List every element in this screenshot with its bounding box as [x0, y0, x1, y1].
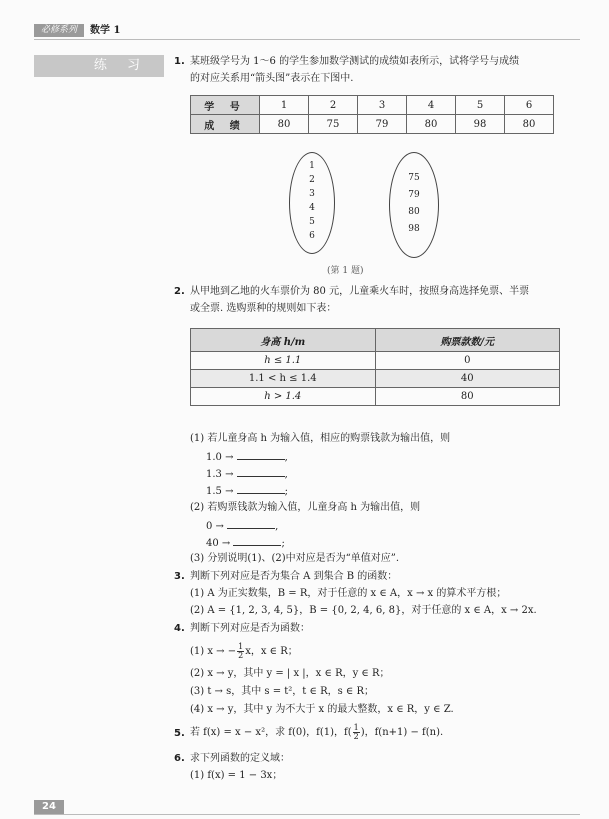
height-cell: h ≤ 1.1 [191, 352, 376, 370]
fraction-denominator: 2 [238, 651, 244, 660]
q5-pre: 若 f(x) = x − x²，求 f(0)，f(1)，f( [190, 727, 352, 738]
table-row [191, 329, 560, 352]
height-cell: 1.1 < h ≤ 1.4 [191, 370, 376, 388]
input-value: 1.3 → [206, 469, 234, 480]
score-cell: 80 [407, 115, 456, 134]
head-price: 购票款数/元 [375, 329, 559, 352]
answer-blank [237, 483, 285, 494]
fraction-numerator: 1 [353, 723, 359, 732]
set-element: 6 [309, 231, 315, 241]
header-rule [34, 39, 580, 40]
answer-line [206, 449, 288, 465]
answer-blank [233, 535, 281, 546]
score-cell: 80 [260, 115, 309, 134]
table-row [191, 352, 560, 370]
id-cell: 1 [260, 96, 309, 115]
q2-number: 2. [174, 286, 185, 297]
row-head-id: 学 号 [191, 96, 260, 115]
q3-line: 判断下列对应是否为集合 A 到集合 B 的函数： [190, 571, 398, 582]
fraction [237, 643, 244, 660]
table-row [191, 370, 560, 388]
q5-number: 5. [174, 728, 185, 739]
line-end: ; [281, 538, 285, 549]
score-set-ellipse [389, 152, 439, 258]
q2-sub3: (3) 分别说明(1)、(2)中对应是否为“单值对应”. [190, 553, 400, 564]
answer-blank [227, 518, 275, 529]
q5-post: )，f(n+1) − f(n). [360, 727, 444, 738]
q3-part2: (2) A = {1, 2, 3, 4, 5}，B = {0, 2, 4, 6, 8}，对于任意的 x ∈ A，x → 2x. [190, 605, 537, 616]
q1-line1: 某班级学号为 1～6 的学生参加数学测试的成绩如表所示，试将学号与成绩 [190, 56, 520, 67]
q6-part1: (1) f(x) = 1 − 3x； [190, 770, 283, 781]
set-element: 75 [408, 173, 420, 183]
q4-line: 判断下列对应是否为函数： [190, 623, 310, 634]
fraction-numerator: 1 [238, 642, 244, 651]
price-cell: 40 [375, 370, 559, 388]
score-cell: 98 [456, 115, 505, 134]
q6-number: 6. [174, 753, 185, 764]
q4-part1-pre: (1) x → − [190, 646, 237, 657]
q1-number: 1. [174, 56, 185, 67]
set-element: 98 [408, 224, 420, 234]
q6-line: 求下列函数的定义域： [190, 753, 290, 764]
row-head-score: 成 绩 [191, 115, 260, 134]
q3-number: 3. [174, 571, 185, 582]
id-cell: 6 [505, 96, 554, 115]
line-end: , [275, 521, 279, 532]
set-element: 79 [408, 190, 420, 200]
table-row [191, 96, 554, 115]
answer-blank [237, 449, 285, 460]
id-set-ellipse [289, 152, 335, 254]
q3-part1: (1) A 为正实数集，B = R，对于任意的 x ∈ A，x → x 的算术平方根； [190, 588, 507, 599]
id-cell: 3 [358, 96, 407, 115]
set-element: 5 [309, 217, 315, 227]
table-row [191, 388, 560, 406]
figure-caption: (第 1 题) [327, 266, 364, 276]
exercise-banner: 练 习 [34, 55, 164, 77]
answer-line [206, 535, 285, 551]
input-value: 1.5 → [206, 486, 234, 497]
score-cell: 80 [505, 115, 554, 134]
line-end: , [284, 452, 288, 463]
q1-line2: 的对应关系用“箭头图”表示在下图中. [190, 73, 354, 84]
q2-sub1: (1) 若儿童身高 h 为输入值，相应的购票钱款为输出值，则 [190, 433, 451, 444]
q4-number: 4. [174, 623, 185, 634]
footer-rule [34, 814, 580, 815]
q5-line [190, 722, 443, 744]
price-cell: 0 [375, 352, 559, 370]
input-value: 1.0 → [206, 452, 234, 463]
q4-part1-post: x，x ∈ R； [245, 646, 298, 657]
answer-line [206, 483, 288, 499]
series-label: 必修系列 [34, 24, 84, 37]
table-row [191, 115, 554, 134]
id-cell: 4 [407, 96, 456, 115]
q2-line2: 或全票. 选购票种的规则如下表： [190, 303, 337, 314]
q4-part1 [190, 641, 298, 663]
line-end: ; [284, 486, 289, 497]
line-end: , [284, 469, 288, 480]
q4-part3: (3) t → s，其中 s = t²，t ∈ R，s ∈ R； [190, 686, 375, 697]
answer-line [206, 518, 278, 534]
q2-line1: 从甲地到乙地的火车票价为 80 元，儿童乘火车时，按照身高选择免票、半票 [190, 286, 530, 297]
fare-table [190, 328, 560, 406]
height-cell: h > 1.4 [191, 388, 376, 406]
id-cell: 2 [309, 96, 358, 115]
head-height: 身高 h/m [191, 329, 376, 352]
subject-label: 数学 1 [90, 25, 121, 36]
q2-sub2: (2) 若购票钱款为输入值，儿童身高 h 为输出值，则 [190, 502, 421, 513]
score-cell: 75 [309, 115, 358, 134]
set-element: 4 [309, 203, 315, 213]
q4-part2: (2) x → y，其中 y = | x |，x ∈ R，y ∈ R； [190, 668, 390, 679]
score-table [190, 95, 554, 134]
answer-line [206, 466, 288, 482]
score-cell: 79 [358, 115, 407, 134]
fraction-denominator: 2 [353, 732, 359, 741]
page-number: 24 [34, 800, 64, 814]
answer-blank [237, 466, 285, 477]
set-element: 3 [309, 189, 315, 199]
price-cell: 80 [375, 388, 559, 406]
input-value: 40 → [206, 538, 231, 549]
fraction [353, 724, 360, 741]
q4-part4: (4) x → y，其中 y 为不大于 x 的最大整数，x ∈ R，y ∈ Z. [190, 704, 454, 715]
set-element: 1 [309, 161, 315, 171]
set-element: 2 [309, 175, 315, 185]
id-cell: 5 [456, 96, 505, 115]
set-element: 80 [408, 207, 420, 217]
input-value: 0 → [206, 521, 224, 532]
